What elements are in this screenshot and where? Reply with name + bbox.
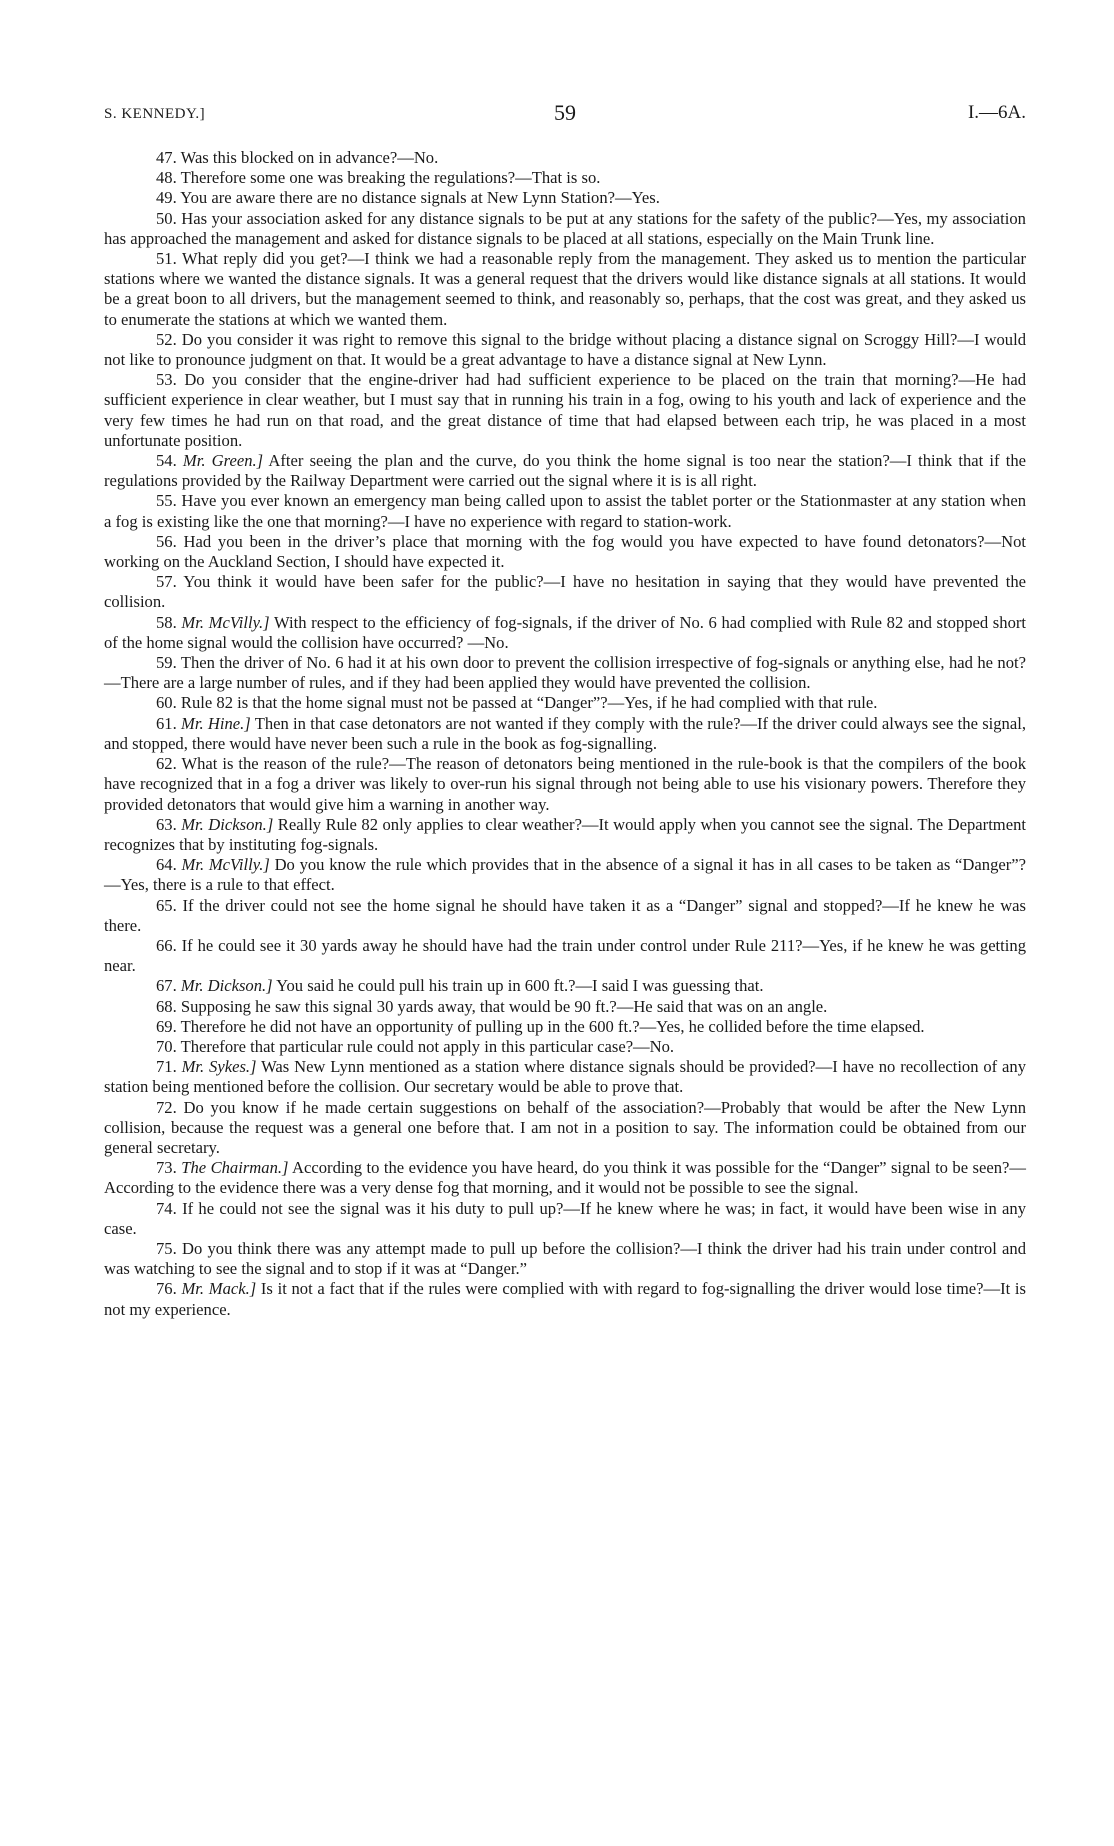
question-answer-text: Then the driver of No. 6 had it at his own door to prevent the collision irrespective of fog-signals or anything else, had he not?—There are a large number of rules, and if they had been applied they would have prevented the collision. [104, 653, 1026, 693]
testimony-paragraph [104, 209, 1026, 249]
question-answer-text: What reply did you get?—I think we had a reasonable reply from the management. They asked us to mention the particular stations where we wanted the distance signals. It was a general request that the drivers would like distance signals at all stations. It would be a great boon to all drivers, but the management seemed to think, and reasonably so, perhaps, that the cost was great, and they asked us to enumerate the stations at which we wanted them. [104, 249, 1027, 329]
question-number: 59. [156, 653, 177, 673]
question-answer-text: You are aware there are no distance signals at New Lynn Station?—Yes. [180, 188, 660, 208]
question-answer-text: If he could see it 30 yards away he should have had the train under control under Rule 211?—Yes, if he knew he was getting near. [104, 935, 1026, 976]
question-number: 62. [156, 754, 177, 774]
testimony-paragraph [104, 188, 1026, 208]
question-answer-text: Therefore some one was breaking the regulations?—That is so. [180, 168, 601, 188]
speaker-name: Mr. McVilly.] [181, 612, 270, 632]
question-answer-text: Do you think there was any attempt made to pull up before the collision?—I think the driver had his train under control and was watching to see the signal and to stop if it was at “Danger.” [104, 1238, 1026, 1279]
speaker-name: Mr. Green.] [182, 451, 264, 471]
question-number: 55. [156, 491, 177, 511]
question-answer-text: Do you consider that the engine-driver had had sufficient experience to be placed on the train that morning?—He had sufficient experience in clear weather, but I must say that in running his train in a fog, owing to his youth and lack of experience and the very few times he had run on that road, and the great distance of time that had elapsed between each trip, he was placed in a most unfortunate position. [104, 370, 1026, 450]
testimony-paragraph [104, 1279, 1026, 1319]
question-number: 51. [156, 249, 177, 269]
question-answer-text: Then in that case detonators are not wanted if they comply with the rule?—If the driver could always see the signal, and stopped, there would have never been such a rule in the book as fog-signalling. [104, 713, 1026, 753]
testimony-paragraph [104, 754, 1026, 815]
question-number: 65. [156, 895, 177, 915]
question-answer-text: Have you ever known an emergency man being called upon to assist the tablet porter or the Stationmaster at any station when a fog is existing like the one that morning?—I have no experience with regard to station-work. [104, 491, 1026, 531]
question-answer-text: Is it not a fact that if the rules were complied with with regard to fog-signalling the driver would lose time?—It is not my experience. [104, 1279, 1026, 1319]
question-number: 73. [156, 1158, 177, 1178]
speaker-name: Mr. Sykes.] [181, 1057, 257, 1077]
question-number: 61. [156, 713, 177, 733]
header-witness-name: S. KENNEDY.] [104, 106, 206, 122]
testimony-paragraph [104, 613, 1026, 653]
page-number: 59 [554, 100, 576, 125]
testimony-paragraph [104, 855, 1026, 895]
speaker-name: Mr. Hine.] [181, 713, 251, 733]
page-header [104, 100, 1026, 130]
question-answer-text: Has your association asked for any distance signals to be put at any stations for the safety of the public?—Yes, my association has approached the management and asked for distance signals to be placed at all stations, especially on the Main Trunk line. [104, 208, 1026, 248]
question-answer-text: Do you consider it was right to remove this signal to the bridge without placing a distance signal on Scroggy Hill?—I would not like to pronounce judgment on that. It would be a great advantage to have a distance signal at New Lynn. [104, 329, 1026, 370]
testimony-paragraph [104, 976, 1026, 996]
question-number: 75. [156, 1238, 177, 1258]
testimony-paragraph [104, 815, 1026, 855]
speaker-name: Mr. Mack.] [181, 1279, 257, 1299]
testimony-paragraph [104, 714, 1026, 754]
question-number: 74. [156, 1198, 177, 1218]
question-number: 66. [156, 935, 177, 955]
testimony-paragraph [104, 532, 1026, 572]
testimony-paragraph [104, 148, 1026, 168]
testimony-paragraph [104, 653, 1026, 693]
question-answer-text: Do you know if he made certain suggestions on behalf of the association?—Probably that would be after the New Lynn collision, because the request was a general one before that. I am not in a position to say. The information could be obtained from our general secretary. [104, 1097, 1026, 1157]
question-number: 50. [156, 208, 177, 228]
testimony-paragraph [104, 1017, 1026, 1037]
question-number: 64. [156, 855, 177, 875]
question-number: 70. [156, 1036, 177, 1056]
speaker-name: Mr. McVilly.] [181, 855, 270, 875]
testimony-paragraph [104, 1057, 1026, 1097]
question-answer-text: After seeing the plan and the curve, do you think the home signal is too near the station?—I think that if the regulations provided by the Railway Department were carried out the signal where it is is all right. [104, 451, 1026, 491]
question-number: 52. [156, 329, 177, 349]
question-answer-text: Therefore that particular rule could not apply in this particular case?—No. [180, 1036, 675, 1056]
testimony-paragraph [104, 1199, 1026, 1239]
testimony-paragraph [104, 491, 1026, 531]
testimony-paragraph [104, 997, 1026, 1017]
testimony-paragraph [104, 1239, 1026, 1279]
question-number: 47. [156, 148, 177, 167]
testimony-paragraph [104, 370, 1026, 451]
question-answer-text: Therefore he did not have an opportunity of pulling up in the 600 ft.?—Yes, he collided before the time elapsed. [180, 1016, 925, 1036]
testimony-body [104, 148, 1026, 1320]
question-number: 54. [156, 451, 177, 471]
question-number: 71. [156, 1057, 177, 1077]
question-number: 69. [156, 1016, 177, 1036]
question-answer-text: Was this blocked on in advance?—No. [180, 148, 439, 167]
question-number: 57. [156, 572, 177, 592]
question-answer-text: Do you know the rule which provides that in the absence of a signal it has in all cases to be taken as “Danger”?—Yes, there is a rule to that effect. [104, 855, 1026, 895]
question-answer-text: If the driver could not see the home signal he should have taken it as a “Danger” signal and stopped?—If he knew he was there. [104, 895, 1026, 935]
question-number: 49. [156, 188, 177, 208]
question-answer-text: You think it would have been safer for the public?—I have no hesitation in saying that they would have prevented the collision. [104, 572, 1026, 612]
testimony-paragraph [104, 1158, 1026, 1198]
question-number: 53. [156, 370, 177, 390]
testimony-paragraph [104, 572, 1026, 612]
question-number: 63. [156, 814, 177, 834]
question-number: 68. [156, 996, 177, 1016]
question-answer-text: Was New Lynn mentioned as a station where distance signals should be provided?—I have no recollection of any station being mentioned before the collision. Our secretary would be able to prove that. [104, 1057, 1026, 1097]
testimony-paragraph [104, 693, 1026, 713]
header-paper-reference: I.—6A. [967, 102, 1026, 123]
question-answer-text: What is the reason of the rule?—The reason of detonators being mentioned in the rule-book is that the compilers of the book have recognized that in a fog a driver was likely to over-run his signal through not being able to use his visionary powers. Therefore they provided detonators that would give him a warning in another way. [104, 754, 1026, 814]
speaker-name: The Chairman.] [181, 1158, 289, 1178]
question-answer-text: According to the evidence you have heard, do you think it was possible for the “Danger” signal to be seen?—According to the evidence there was a very dense fog that morning, and it would not be possible to see the signal. [104, 1158, 1027, 1198]
testimony-paragraph [104, 249, 1026, 330]
question-answer-text: Supposing he saw this signal 30 yards away, that would be 90 ft.?—He said that was on an angle. [180, 996, 828, 1016]
testimony-paragraph [104, 330, 1026, 370]
speaker-name: Mr. Dickson.] [181, 814, 274, 834]
testimony-paragraph [104, 936, 1026, 976]
question-answer-text: Had you been in the driver’s place that morning with the fog would you have expected to have found detonators?—Not working on the Auckland Section, I should have expected it. [104, 531, 1026, 572]
question-number: 48. [156, 168, 177, 188]
speaker-name: Mr. Dickson.] [180, 976, 273, 996]
question-answer-text: You said he could pull his train up in 600 ft.?—I said I was guessing that. [276, 976, 764, 996]
question-answer-text: With respect to the efficiency of fog-signals, if the driver of No. 6 had complied with Rule 82 and stopped short of the home signal would the collision have occurred? —No. [104, 612, 1026, 652]
question-answer-text: Rule 82 is that the home signal must not be passed at “Danger”?—Yes, if he had complied with that rule. [180, 693, 878, 713]
testimony-paragraph [104, 168, 1026, 188]
question-answer-text: If he could not see the signal was it his duty to pull up?—If he knew where he was; in fact, it would have been wise in any case. [104, 1198, 1026, 1238]
testimony-paragraph [104, 1037, 1026, 1057]
question-answer-text: Really Rule 82 only applies to clear weather?—It would apply when you cannot see the signal. The Department recognizes that by instituting fog-signals. [104, 814, 1026, 854]
question-number: 72. [156, 1097, 177, 1117]
question-number: 67. [156, 976, 177, 996]
testimony-paragraph [104, 896, 1026, 936]
question-number: 58. [156, 612, 177, 632]
testimony-paragraph [104, 451, 1026, 491]
question-number: 76. [156, 1279, 177, 1299]
question-number: 60. [156, 693, 177, 713]
question-number: 56. [156, 531, 177, 551]
testimony-paragraph [104, 1098, 1026, 1159]
